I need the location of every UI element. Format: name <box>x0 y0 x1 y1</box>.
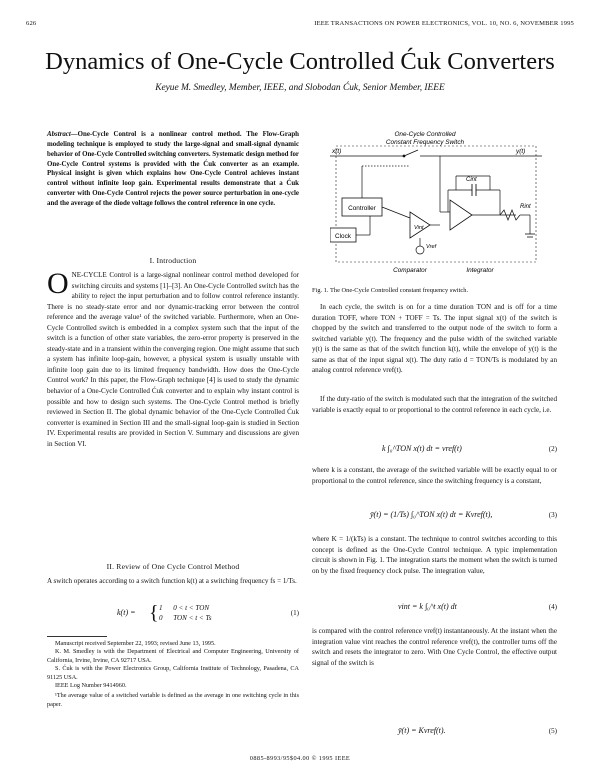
eq5-number: (5) <box>548 727 557 735</box>
footnotes <box>47 640 299 709</box>
right-paragraph-1: In each cycle, the switch is on for a time duration TON and is off for a time duration TOFF, where TON + TOFF = Ts. The input signal x(t) of the switch is chopped by the switch and transferred to the output node of the switch to form a switched variable y(t). The frequency and the pulse width of the switched variable y(t) is the same as that of the switch function k(t), while the envelope of y(t) is the same as that of the input signal x(t). The duty ratio d = TON/Ts is modulated by an analog control reference vref(t). <box>312 303 557 375</box>
integrator-label: Integrator <box>466 267 494 274</box>
abstract-text: One-Cycle Control is a nonlinear control method. The Flow-Graph modeling technique is employed to study the large-signal and small-signal dynamic behavior of One-Cycle Controlled switching converters. Systematic design method for One-Cycle Control systems is provided with the Ćuk converter as an example. Physical insight is given which explains how One-Cycle Control achieves instant control without infinite loop gain. Experimental results demonstrate that a Ćuk converter with One-Cycle Control rejects the power source perturbation in one-cycle and the average of the diode voltage follows the control reference in one cycle. <box>47 131 299 207</box>
equation-5 <box>312 724 557 740</box>
resistor-label: Rint <box>520 204 531 210</box>
equation-4 <box>312 596 557 618</box>
footnote-received: Manuscript received September 22, 1993; revised June 13, 1995. <box>55 640 216 647</box>
eq4-number: (4) <box>548 603 557 611</box>
paper-authors: Keyue M. Smedley, Member, IEEE, and Slobodan Ćuk, Senior Member, IEEE <box>155 83 445 93</box>
eq4-body: vint = k ∫₀^t x(t) dt <box>398 602 457 611</box>
eq1-lhs: k(t) = <box>117 608 136 617</box>
clock-label: Clock <box>335 233 351 240</box>
footnote-ieee-log: IEEE Log Number 9414960. <box>55 682 127 690</box>
abstract-label: Abstract— <box>47 131 78 138</box>
footnote-average: ¹The average value of a switched variable is defined as the average in one switching cycle in this paper. <box>47 692 299 708</box>
abstract <box>47 130 299 209</box>
eq2-body: k ∫₀^TON x(t) dt = vref(t) <box>382 444 462 453</box>
eq3-number: (3) <box>548 511 557 519</box>
integrator-opamp <box>450 200 472 230</box>
figure-title-line1: One-Cycle Controlled <box>394 131 456 138</box>
switch-blade <box>404 150 418 156</box>
section-heading-introduction: I. Introduction <box>149 256 197 265</box>
comparator-label: Comparator <box>393 267 427 274</box>
eq3-body: ȳ(t) = (1/Ts) ∫₀^TON x(t) dt = Kvref(t), <box>370 510 493 519</box>
eq2-number: (2) <box>548 445 557 453</box>
eq1-case-2: 0 TON < t < Ts <box>159 614 212 622</box>
figure-title-line2: Constant Frequency Switch <box>385 139 465 146</box>
controller-label: Controller <box>348 205 376 212</box>
footnote-rule <box>47 636 107 637</box>
issn-line: 0885-8993/95$04.00 © 1995 IEEE <box>249 755 351 762</box>
switch-pivot <box>403 155 406 158</box>
comparator-to-controller <box>382 207 410 218</box>
intro-text: Control is a large-signal nonlinear control method developed for switching circuits and systems [1]–[3]. An One-Cycle Controlled switch has the ability to reject the input perturbation and to follow control reference instantly. There is no steady-state error and nor dynamic-tracking error between the control reference and the average value¹ of the switched variable. Furthermore, when an One-Cycle Controlled switch is embedded in a complex system such that the input of the switch is a function of other state variables, the zero-error property is preserved in the steady-state and in a transient within the converging region. One might assume that such a system has infinite loop-gain, however, a physical system is usually unstable with infinite loop gain due to its limited frequency bandwidth. How does the One-Cycle Control work? In this paper, the Flow-Graph technique [4] is used to study the dynamic behavior of a One-Cycle Controlled Ćuk converter and to explain why instant control is possible and how to design such systems. The One-Cycle Control method is briefly reviewed in Section II. The global dynamic behavior of the One-Cycle Controlled Ćuk converter is examined in Section III and the small-signal loop-gain is studied in Section IV. Experimental results are provided in Section V. Summary and discussions are given in Section VI. <box>47 271 299 448</box>
figure-1-diagram <box>330 126 542 280</box>
eq1-number: (1) <box>290 609 299 617</box>
journal-name: IEEE TRANSACTIONS ON POWER ELECTRONICS, VOL. 10, NO. 6, NOVEMBER 1995 <box>314 20 574 27</box>
intro-lead: NE-CYCLE <box>71 271 107 279</box>
running-header <box>26 20 574 32</box>
review-body: A switch operates according to a switch function k(t) at a switching frequency fs = 1/Ts. <box>47 577 297 585</box>
eq1-brace: { <box>149 602 159 624</box>
introduction-body <box>47 267 299 449</box>
vref-label: Vref <box>426 244 437 250</box>
equation-3 <box>312 504 557 526</box>
right-paragraph-4: where K = 1/(kTs) is a constant. The technique to control switches according to this concept is defined as the One-Cycle Control technique. A typic implementation circuit is shown in Fig. 1. The integration starts the moment when the switch is turned on by the fixed frequency clock pulse. The integration value, <box>312 535 557 575</box>
right-paragraph-5: is compared with the control reference vref(t) instantaneously. At the instant when the integration value vint reaches the control reference vref(t), the controller turns off the switch and resets the integrator to zero. With One Cycle Control, the effective output signal of the switch is <box>312 627 557 667</box>
vint-label: Vint <box>414 225 424 231</box>
eq1-case-1: 1 0 < t < TON <box>159 604 210 612</box>
page-number: 626 <box>26 20 37 27</box>
section-heading-review: II. Review of One Cycle Control Method <box>106 562 240 571</box>
vref-source <box>416 246 424 254</box>
footnote-author-1: K. M. Smedley is with the Department of Electrical and Computer Engineering, University of California, Irvine, Irvine, CA 92717 USA. <box>47 648 299 664</box>
equation-1 <box>47 600 299 630</box>
drop-cap: O <box>47 267 69 300</box>
input-label: x(t) <box>332 148 342 155</box>
right-paragraph-3: where k is a constant, the average of the switched variable will be exactly equal to or proportional to the control reference, since the switching frequency is a constant, <box>312 466 557 485</box>
right-paragraph-2: If the duty-ratio of the switch is modulated such that the integration of the switched variable is exactly equal to or proportional to the control reference in each cycle, i.e. <box>312 395 557 414</box>
eq5-body: ȳ(t) = Kvref(t). <box>398 726 446 735</box>
paper-title: Dynamics of One-Cycle Controlled Ćuk Converters <box>45 48 555 75</box>
capacitor-label: Cint <box>466 177 477 183</box>
equation-2 <box>312 440 557 462</box>
footnote-author-2: S. Ćuk is with the Power Electronics Group, California Institute of Technology, Pasadena, CA 91125 USA. <box>47 665 299 681</box>
output-label: y(t) <box>516 148 526 155</box>
figure-1-caption: Fig. 1. The One-Cycle Controlled constant frequency switch. <box>312 287 469 294</box>
